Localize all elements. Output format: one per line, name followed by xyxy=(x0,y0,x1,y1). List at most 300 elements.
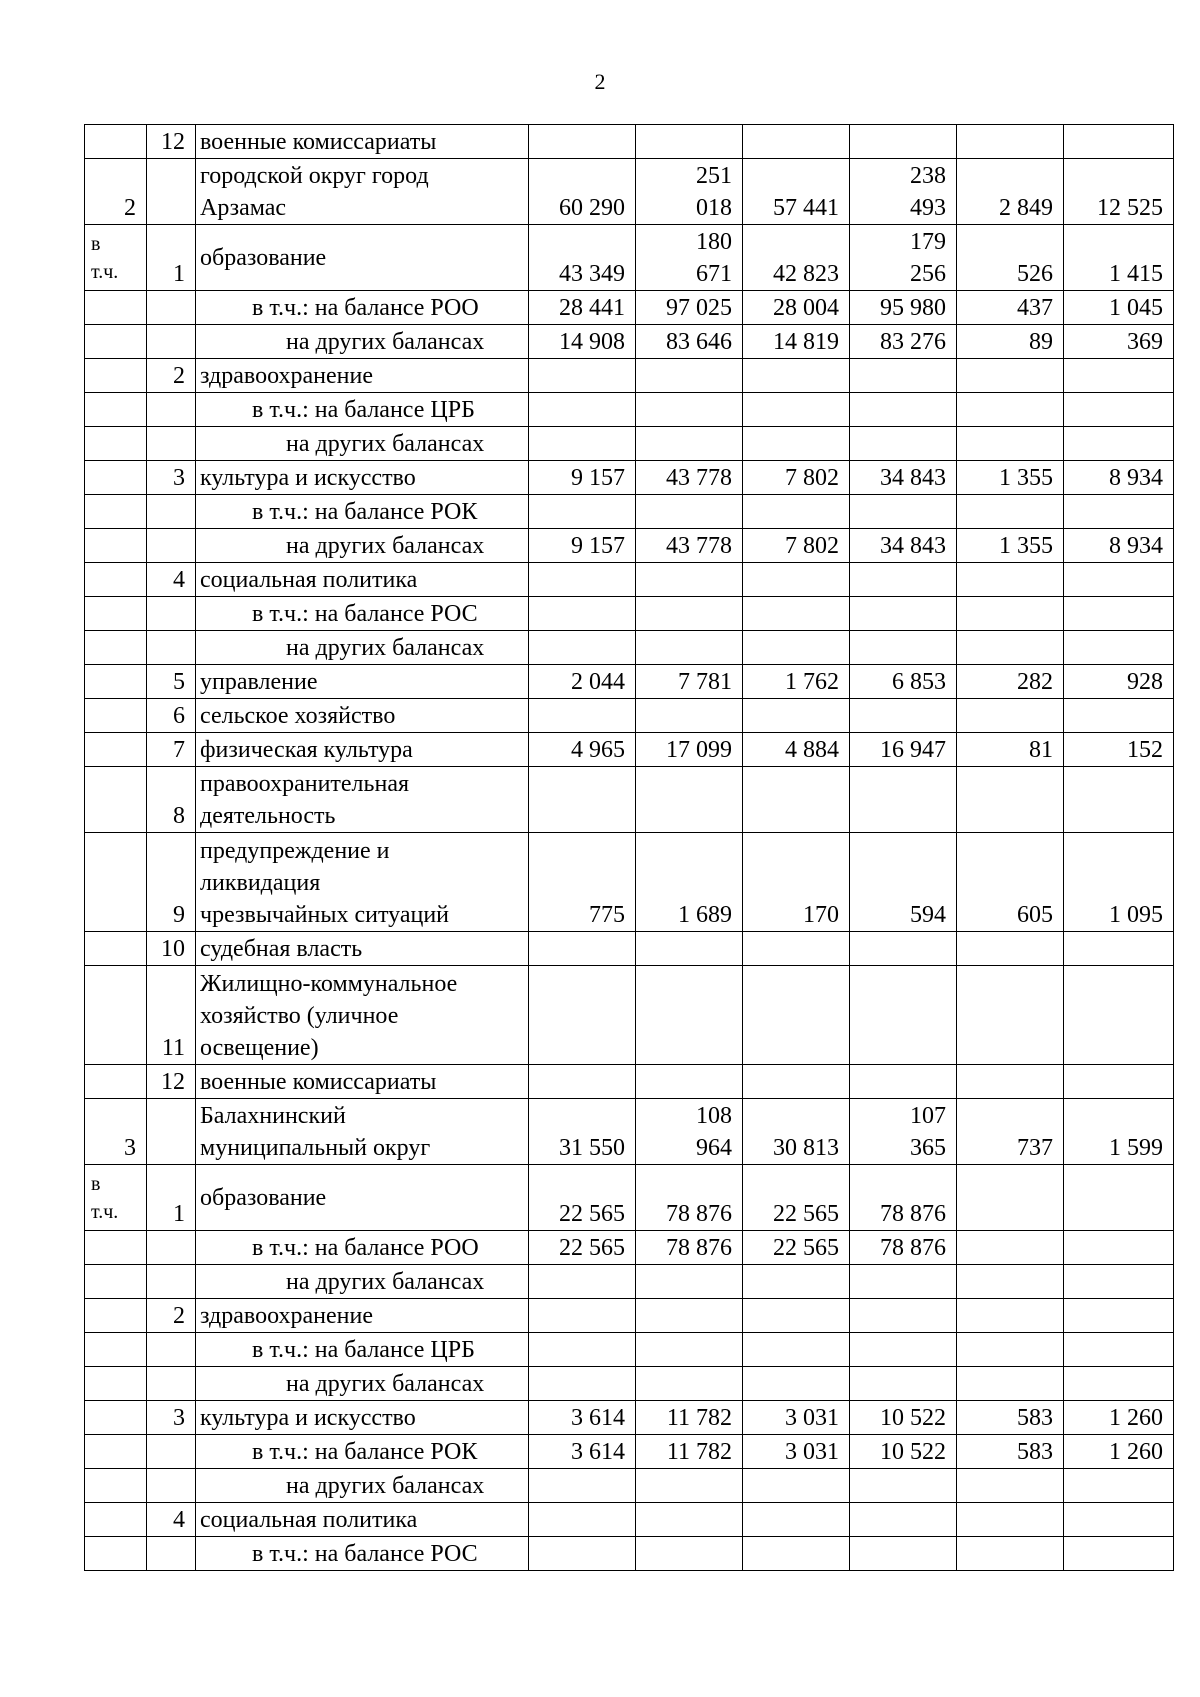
value-cell xyxy=(636,393,743,427)
group-cell xyxy=(85,495,147,529)
value-cell: 3 614 xyxy=(529,1435,636,1469)
value-cell: 4 884 xyxy=(743,733,850,767)
value-cell: 583 xyxy=(957,1435,1064,1469)
value-cell xyxy=(1064,932,1174,966)
value-cell xyxy=(957,966,1064,1065)
item-name-cell: судебная власть xyxy=(196,932,529,966)
value-cell xyxy=(957,932,1064,966)
value-cell xyxy=(850,699,957,733)
item-name-cell: правоохранительная деятельность xyxy=(196,767,529,833)
item-name-cell: в т.ч.: на балансе РОК xyxy=(196,495,529,529)
value-cell xyxy=(529,631,636,665)
value-cell xyxy=(850,427,957,461)
value-cell xyxy=(636,1469,743,1503)
group-cell xyxy=(85,125,147,159)
value-cell xyxy=(529,1503,636,1537)
value-cell xyxy=(850,631,957,665)
value-cell: 78 876 xyxy=(636,1231,743,1265)
value-cell xyxy=(1064,597,1174,631)
item-name-cell: Балахнинский муниципальный округ xyxy=(196,1099,529,1165)
item-number-cell: 2 xyxy=(147,1299,196,1333)
value-cell: 9 157 xyxy=(529,529,636,563)
item-name-cell: социальная политика xyxy=(196,1503,529,1537)
value-cell: 89 xyxy=(957,325,1064,359)
value-cell xyxy=(1064,495,1174,529)
value-cell xyxy=(957,393,1064,427)
budget-table xyxy=(84,124,1174,1571)
value-cell: 2 044 xyxy=(529,665,636,699)
value-cell xyxy=(529,1333,636,1367)
group-cell xyxy=(85,733,147,767)
table-row xyxy=(85,1333,1174,1367)
value-cell xyxy=(1064,1065,1174,1099)
group-cell xyxy=(85,1231,147,1265)
value-cell xyxy=(529,125,636,159)
item-number-cell xyxy=(147,159,196,225)
value-cell: 251 018 xyxy=(636,159,743,225)
table-row xyxy=(85,1065,1174,1099)
value-cell xyxy=(957,1367,1064,1401)
item-number-cell: 8 xyxy=(147,767,196,833)
group-cell xyxy=(85,461,147,495)
item-number-cell xyxy=(147,597,196,631)
value-cell xyxy=(850,495,957,529)
value-cell xyxy=(957,1265,1064,1299)
value-cell: 583 xyxy=(957,1401,1064,1435)
value-cell: 7 781 xyxy=(636,665,743,699)
group-cell: 2 xyxy=(85,159,147,225)
table-row xyxy=(85,495,1174,529)
value-cell xyxy=(529,1367,636,1401)
item-name-cell: культура и искусство xyxy=(196,461,529,495)
item-name-cell: образование xyxy=(196,1165,529,1231)
value-cell: 3 614 xyxy=(529,1401,636,1435)
value-cell: 34 843 xyxy=(850,461,957,495)
item-number-cell: 2 xyxy=(147,359,196,393)
value-cell: 1 415 xyxy=(1064,225,1174,291)
table-row xyxy=(85,529,1174,563)
item-name-cell: в т.ч.: на балансе РОС xyxy=(196,597,529,631)
value-cell xyxy=(529,427,636,461)
table-row xyxy=(85,359,1174,393)
value-cell xyxy=(636,699,743,733)
item-name-cell: в т.ч.: на балансе РОО xyxy=(196,291,529,325)
value-cell: 3 031 xyxy=(743,1435,850,1469)
value-cell: 97 025 xyxy=(636,291,743,325)
item-number-cell: 12 xyxy=(147,1065,196,1099)
item-number-cell xyxy=(147,325,196,359)
table-row xyxy=(85,1299,1174,1333)
item-number-cell: 6 xyxy=(147,699,196,733)
item-name-cell: в т.ч.: на балансе ЦРБ xyxy=(196,1333,529,1367)
group-cell xyxy=(85,833,147,932)
item-name-cell: на других балансах xyxy=(196,529,529,563)
value-cell xyxy=(743,1265,850,1299)
value-cell: 22 565 xyxy=(529,1165,636,1231)
value-cell: 34 843 xyxy=(850,529,957,563)
value-cell xyxy=(957,1469,1064,1503)
value-cell xyxy=(1064,1265,1174,1299)
item-name-cell: Жилищно-коммунальное хозяйство (уличное освещение) xyxy=(196,966,529,1065)
group-cell xyxy=(85,597,147,631)
item-name-cell: военные комиссариаты xyxy=(196,1065,529,1099)
value-cell xyxy=(529,1537,636,1571)
value-cell xyxy=(743,1065,850,1099)
value-cell xyxy=(529,1265,636,1299)
value-cell xyxy=(1064,1333,1174,1367)
table-row xyxy=(85,631,1174,665)
value-cell: 11 782 xyxy=(636,1435,743,1469)
value-cell: 1 599 xyxy=(1064,1099,1174,1165)
value-cell xyxy=(743,393,850,427)
value-cell: 108 964 xyxy=(636,1099,743,1165)
item-number-cell: 3 xyxy=(147,461,196,495)
table-row xyxy=(85,1231,1174,1265)
value-cell xyxy=(850,1469,957,1503)
group-cell xyxy=(85,529,147,563)
group-cell xyxy=(85,767,147,833)
value-cell xyxy=(1064,1503,1174,1537)
item-number-cell xyxy=(147,1231,196,1265)
value-cell xyxy=(529,932,636,966)
value-cell xyxy=(743,767,850,833)
group-cell xyxy=(85,1401,147,1435)
item-name-cell: на других балансах xyxy=(196,1265,529,1299)
value-cell: 22 565 xyxy=(529,1231,636,1265)
group-cell xyxy=(85,1503,147,1537)
value-cell xyxy=(957,699,1064,733)
value-cell: 78 876 xyxy=(850,1231,957,1265)
value-cell: 775 xyxy=(529,833,636,932)
value-cell: 1 355 xyxy=(957,529,1064,563)
table-row xyxy=(85,932,1174,966)
group-cell xyxy=(85,1367,147,1401)
value-cell xyxy=(1064,125,1174,159)
value-cell xyxy=(529,563,636,597)
value-cell: 81 xyxy=(957,733,1064,767)
group-cell xyxy=(85,1299,147,1333)
value-cell: 437 xyxy=(957,291,1064,325)
item-name-cell: на других балансах xyxy=(196,325,529,359)
value-cell xyxy=(743,699,850,733)
group-cell xyxy=(85,966,147,1065)
table-row xyxy=(85,125,1174,159)
value-cell xyxy=(957,1299,1064,1333)
value-cell xyxy=(743,631,850,665)
value-cell: 17 099 xyxy=(636,733,743,767)
value-cell xyxy=(850,1333,957,1367)
value-cell: 60 290 xyxy=(529,159,636,225)
group-cell: в т.ч. xyxy=(85,225,147,291)
item-number-cell: 11 xyxy=(147,966,196,1065)
value-cell: 28 441 xyxy=(529,291,636,325)
value-cell: 594 xyxy=(850,833,957,932)
value-cell: 11 782 xyxy=(636,1401,743,1435)
value-cell: 83 276 xyxy=(850,325,957,359)
group-cell xyxy=(85,563,147,597)
group-cell xyxy=(85,291,147,325)
value-cell: 10 522 xyxy=(850,1435,957,1469)
value-cell: 78 876 xyxy=(850,1165,957,1231)
value-cell xyxy=(743,427,850,461)
item-number-cell xyxy=(147,1367,196,1401)
table-row xyxy=(85,767,1174,833)
value-cell: 737 xyxy=(957,1099,1064,1165)
value-cell xyxy=(1064,1299,1174,1333)
table-row xyxy=(85,1367,1174,1401)
table-row xyxy=(85,393,1174,427)
value-cell: 1 260 xyxy=(1064,1435,1174,1469)
item-number-cell xyxy=(147,1537,196,1571)
value-cell xyxy=(957,359,1064,393)
value-cell xyxy=(743,1367,850,1401)
item-number-cell xyxy=(147,1099,196,1165)
value-cell: 43 778 xyxy=(636,461,743,495)
value-cell: 7 802 xyxy=(743,529,850,563)
table-row xyxy=(85,1265,1174,1299)
value-cell xyxy=(636,563,743,597)
item-number-cell xyxy=(147,291,196,325)
item-name-cell: образование xyxy=(196,225,529,291)
table-row xyxy=(85,597,1174,631)
value-cell: 1 689 xyxy=(636,833,743,932)
value-cell xyxy=(850,1503,957,1537)
value-cell xyxy=(957,1165,1064,1231)
item-number-cell: 12 xyxy=(147,125,196,159)
value-cell: 1 045 xyxy=(1064,291,1174,325)
item-number-cell: 4 xyxy=(147,1503,196,1537)
item-name-cell: в т.ч.: на балансе РОС xyxy=(196,1537,529,1571)
item-number-cell: 1 xyxy=(147,225,196,291)
value-cell xyxy=(1064,427,1174,461)
value-cell xyxy=(743,932,850,966)
value-cell: 30 813 xyxy=(743,1099,850,1165)
item-name-cell: в т.ч.: на балансе РОО xyxy=(196,1231,529,1265)
value-cell: 31 550 xyxy=(529,1099,636,1165)
value-cell: 8 934 xyxy=(1064,461,1174,495)
value-cell: 152 xyxy=(1064,733,1174,767)
item-number-cell xyxy=(147,1435,196,1469)
value-cell xyxy=(957,631,1064,665)
page-number: 2 xyxy=(594,69,606,94)
item-name-cell: предупреждение и ликвидация чрезвычайных ситуаций xyxy=(196,833,529,932)
item-name-cell: социальная политика xyxy=(196,563,529,597)
group-cell xyxy=(85,427,147,461)
item-name-cell: в т.ч.: на балансе ЦРБ xyxy=(196,393,529,427)
value-cell: 16 947 xyxy=(850,733,957,767)
table-row xyxy=(85,699,1174,733)
value-cell xyxy=(957,495,1064,529)
item-number-cell xyxy=(147,393,196,427)
group-cell xyxy=(85,699,147,733)
value-cell xyxy=(636,631,743,665)
group-cell xyxy=(85,1469,147,1503)
value-cell xyxy=(529,966,636,1065)
group-cell xyxy=(85,359,147,393)
value-cell xyxy=(850,1537,957,1571)
item-name-cell: военные комиссариаты xyxy=(196,125,529,159)
table-row xyxy=(85,563,1174,597)
value-cell: 28 004 xyxy=(743,291,850,325)
item-number-cell: 9 xyxy=(147,833,196,932)
value-cell xyxy=(957,1231,1064,1265)
group-cell xyxy=(85,1333,147,1367)
value-cell xyxy=(743,597,850,631)
value-cell: 14 819 xyxy=(743,325,850,359)
table-row xyxy=(85,159,1174,225)
value-cell xyxy=(636,427,743,461)
value-cell xyxy=(743,359,850,393)
value-cell xyxy=(1064,699,1174,733)
group-cell xyxy=(85,1265,147,1299)
table-row xyxy=(85,325,1174,359)
value-cell xyxy=(850,1265,957,1299)
value-cell: 605 xyxy=(957,833,1064,932)
value-cell xyxy=(850,1299,957,1333)
table-row xyxy=(85,291,1174,325)
item-name-cell: на других балансах xyxy=(196,631,529,665)
item-number-cell xyxy=(147,631,196,665)
table-row xyxy=(85,1469,1174,1503)
value-cell xyxy=(529,359,636,393)
value-cell xyxy=(957,563,1064,597)
table-row xyxy=(85,225,1174,291)
item-name-cell: управление xyxy=(196,665,529,699)
value-cell xyxy=(636,1367,743,1401)
value-cell xyxy=(529,393,636,427)
value-cell: 7 802 xyxy=(743,461,850,495)
item-number-cell xyxy=(147,1333,196,1367)
value-cell xyxy=(957,597,1064,631)
table-row xyxy=(85,1165,1174,1231)
value-cell xyxy=(529,1469,636,1503)
value-cell: 78 876 xyxy=(636,1165,743,1231)
item-number-cell xyxy=(147,1265,196,1299)
value-cell xyxy=(850,1367,957,1401)
item-name-cell: на других балансах xyxy=(196,427,529,461)
value-cell: 42 823 xyxy=(743,225,850,291)
value-cell: 928 xyxy=(1064,665,1174,699)
value-cell xyxy=(957,427,1064,461)
value-cell xyxy=(1064,563,1174,597)
value-cell xyxy=(1064,393,1174,427)
value-cell xyxy=(850,125,957,159)
item-number-cell: 10 xyxy=(147,932,196,966)
value-cell xyxy=(636,1503,743,1537)
value-cell xyxy=(529,1299,636,1333)
value-cell: 6 853 xyxy=(850,665,957,699)
table-row xyxy=(85,665,1174,699)
table-row xyxy=(85,1435,1174,1469)
item-name-cell: сельское хозяйство xyxy=(196,699,529,733)
group-cell xyxy=(85,1537,147,1571)
value-cell: 2 849 xyxy=(957,159,1064,225)
value-cell xyxy=(636,767,743,833)
value-cell xyxy=(1064,631,1174,665)
value-cell: 12 525 xyxy=(1064,159,1174,225)
group-cell: в т.ч. xyxy=(85,1165,147,1231)
value-cell xyxy=(743,1333,850,1367)
group-cell xyxy=(85,665,147,699)
table-row xyxy=(85,733,1174,767)
table-row xyxy=(85,461,1174,495)
value-cell xyxy=(850,393,957,427)
value-cell: 22 565 xyxy=(743,1231,850,1265)
group-cell xyxy=(85,325,147,359)
item-number-cell xyxy=(147,495,196,529)
value-cell xyxy=(1064,1367,1174,1401)
value-cell: 180 671 xyxy=(636,225,743,291)
value-cell: 107 365 xyxy=(850,1099,957,1165)
value-cell xyxy=(529,767,636,833)
value-cell xyxy=(529,495,636,529)
table-body xyxy=(85,125,1174,1571)
value-cell xyxy=(1064,1537,1174,1571)
group-cell xyxy=(85,1065,147,1099)
value-cell xyxy=(743,1503,850,1537)
item-name-cell: физическая культура xyxy=(196,733,529,767)
group-cell xyxy=(85,393,147,427)
value-cell xyxy=(743,495,850,529)
item-name-cell: здравоохранение xyxy=(196,359,529,393)
value-cell xyxy=(957,1333,1064,1367)
item-name-cell: на других балансах xyxy=(196,1469,529,1503)
value-cell: 170 xyxy=(743,833,850,932)
value-cell xyxy=(1064,359,1174,393)
value-cell: 95 980 xyxy=(850,291,957,325)
group-cell xyxy=(85,1435,147,1469)
item-name-cell: в т.ч.: на балансе РОК xyxy=(196,1435,529,1469)
value-cell xyxy=(529,597,636,631)
value-cell: 1 762 xyxy=(743,665,850,699)
item-number-cell xyxy=(147,427,196,461)
value-cell xyxy=(636,359,743,393)
value-cell: 1 355 xyxy=(957,461,1064,495)
value-cell xyxy=(636,1065,743,1099)
table-row xyxy=(85,966,1174,1065)
value-cell xyxy=(1064,767,1174,833)
value-cell: 4 965 xyxy=(529,733,636,767)
item-number-cell: 7 xyxy=(147,733,196,767)
value-cell: 526 xyxy=(957,225,1064,291)
value-cell xyxy=(529,1065,636,1099)
item-name-cell: на других балансах xyxy=(196,1367,529,1401)
value-cell xyxy=(850,1065,957,1099)
table-row xyxy=(85,1099,1174,1165)
value-cell xyxy=(1064,966,1174,1065)
item-name-cell: городской округ город Арзамас xyxy=(196,159,529,225)
value-cell xyxy=(957,1503,1064,1537)
value-cell xyxy=(850,597,957,631)
value-cell: 282 xyxy=(957,665,1064,699)
table-row xyxy=(85,1401,1174,1435)
item-number-cell xyxy=(147,1469,196,1503)
item-number-cell: 5 xyxy=(147,665,196,699)
item-name-cell: здравоохранение xyxy=(196,1299,529,1333)
value-cell xyxy=(1064,1231,1174,1265)
value-cell xyxy=(636,1299,743,1333)
value-cell xyxy=(743,563,850,597)
value-cell xyxy=(1064,1469,1174,1503)
value-cell xyxy=(636,495,743,529)
group-cell xyxy=(85,631,147,665)
value-cell: 43 349 xyxy=(529,225,636,291)
value-cell xyxy=(1064,1165,1174,1231)
value-cell: 3 031 xyxy=(743,1401,850,1435)
value-cell xyxy=(957,125,1064,159)
value-cell: 9 157 xyxy=(529,461,636,495)
group-cell: 3 xyxy=(85,1099,147,1165)
